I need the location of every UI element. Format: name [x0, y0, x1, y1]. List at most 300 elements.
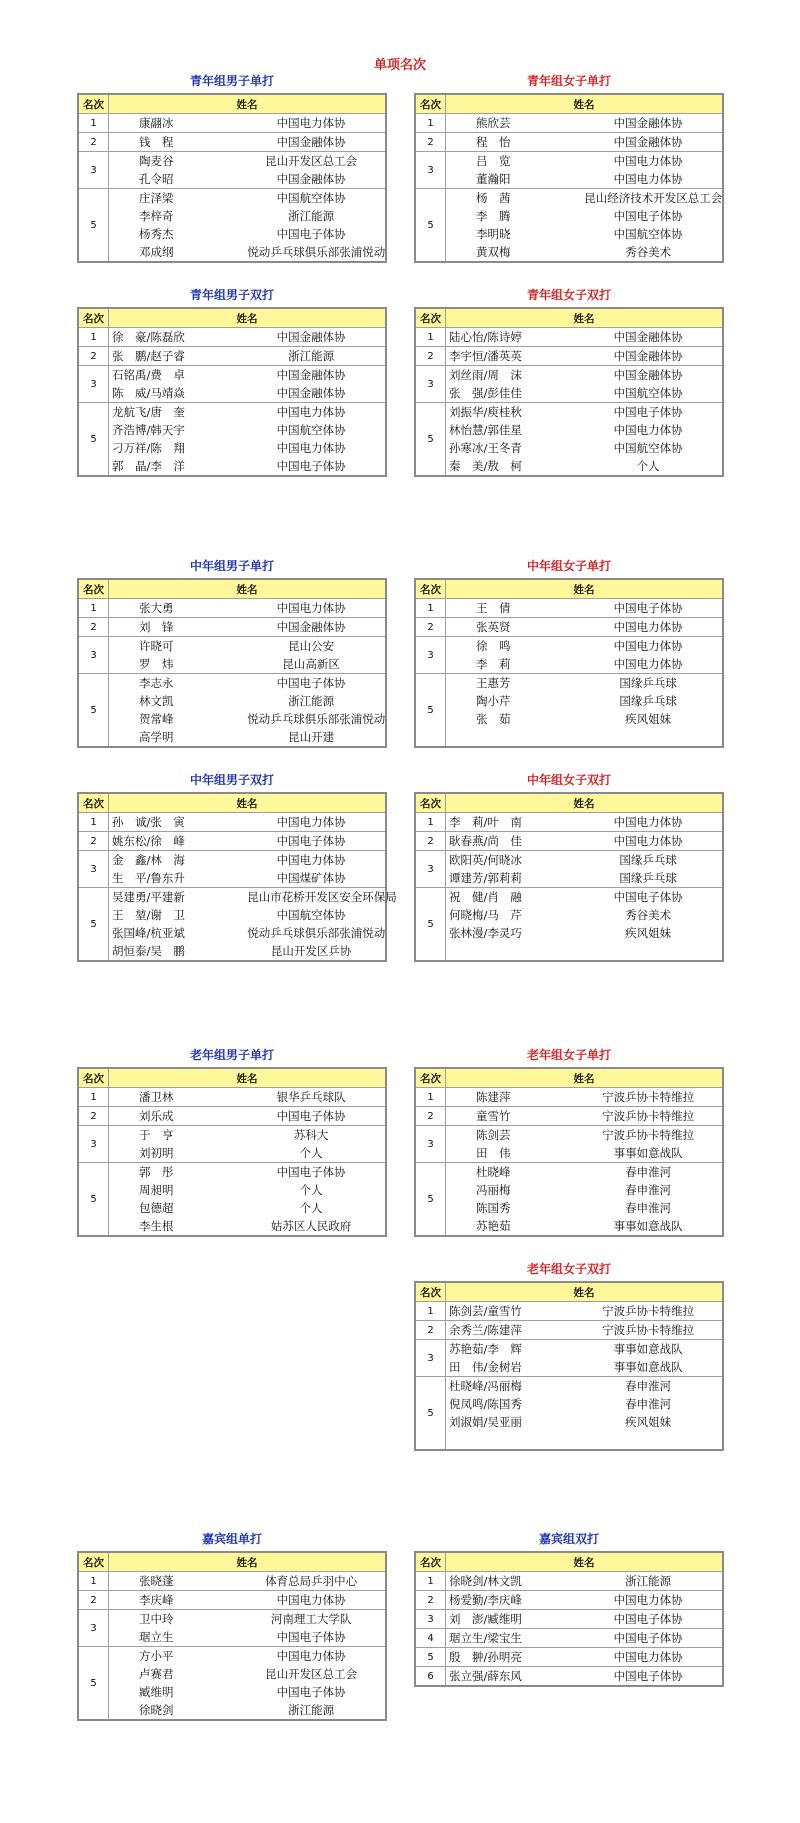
section-title: 中年组男子单打	[189, 559, 274, 573]
player-name	[446, 728, 584, 746]
team-name: 宁波乒协卡特维拉	[602, 1090, 695, 1104]
name-header: 姓名	[446, 1282, 724, 1302]
team-cell	[247, 813, 386, 832]
rank-cell: 5	[78, 189, 109, 263]
team-name: 河南理工大学队	[270, 1612, 352, 1626]
team-cell	[247, 133, 386, 152]
player-name: 刁万祥/陈 翔	[112, 441, 185, 455]
player-name: 林怡慧/郭佳星	[449, 423, 522, 437]
player-name: 贺常峰	[139, 712, 174, 726]
rank-cell: 2	[78, 1591, 109, 1610]
player-names-cell	[109, 114, 248, 133]
player-names-cell	[446, 114, 585, 133]
player-name: 熊欣芸	[476, 116, 511, 130]
table-row	[415, 1321, 723, 1340]
team-name: 事事如意战队	[613, 1360, 683, 1374]
team-name: 事事如意战队	[613, 1219, 683, 1233]
player-name: 周昶明	[139, 1183, 174, 1197]
team-name: 中国电力体协	[276, 1593, 346, 1607]
rank-header: 名次	[415, 1068, 446, 1088]
team-name: 中国金融体协	[276, 368, 346, 382]
player-names-cell	[446, 832, 585, 851]
team-name: 中国金融体协	[276, 135, 346, 149]
player-names-cell	[446, 152, 585, 189]
table-row	[78, 403, 386, 477]
player-name: 陶小芹	[476, 694, 511, 708]
player-name: 田 伟/金树岩	[449, 1360, 522, 1374]
team-name: 个人	[299, 1201, 323, 1215]
rank-cell: 1	[78, 114, 109, 133]
team-name: 国缘乒乓球	[619, 676, 677, 690]
player-name: 于 亨	[139, 1128, 174, 1142]
table-row	[415, 599, 723, 618]
team-cell	[584, 637, 723, 674]
player-names-cell	[109, 888, 248, 962]
table-row	[415, 851, 723, 888]
player-names-cell	[446, 1591, 585, 1610]
team-name: 中国电子体协	[613, 601, 683, 615]
team-name: 宁波乒协卡特维拉	[602, 1128, 695, 1142]
table-row	[415, 1340, 723, 1377]
player-name: 龙航飞/唐 奎	[112, 405, 185, 419]
table-row	[415, 403, 723, 477]
rank-header: 名次	[78, 94, 109, 114]
table-row	[78, 328, 386, 347]
rank-cell: 3	[415, 152, 446, 189]
rank-cell: 3	[415, 366, 446, 403]
player-name: 方小平	[139, 1649, 174, 1663]
team-cell	[584, 851, 723, 888]
team-name: 疾风姐妹	[625, 1415, 672, 1429]
rank-cell: 5	[415, 403, 446, 477]
player-names-cell	[446, 1377, 585, 1451]
team-cell	[247, 1647, 386, 1721]
table-row	[78, 851, 386, 888]
player-names-cell	[109, 832, 248, 851]
table-row	[415, 1610, 723, 1629]
rank-cell: 3	[78, 851, 109, 888]
section-title: 中年组男子双打	[189, 773, 274, 787]
player-name: 张国峰/杭亚斌	[112, 926, 185, 940]
result-table	[77, 792, 397, 962]
player-name: 郭 彤	[139, 1165, 174, 1179]
team-name: 中国金融体协	[613, 330, 683, 344]
team-name: 昆山高新区	[282, 657, 340, 671]
team-name: 春申淮河	[625, 1397, 672, 1411]
result-table-block	[77, 1046, 387, 1237]
team-cell	[584, 618, 723, 637]
team-name: 悦动乒乓球俱乐部张浦悦动	[247, 245, 386, 259]
team-cell	[584, 189, 723, 263]
player-names-cell	[109, 1572, 248, 1591]
player-name: 杜晓峰/冯丽梅	[449, 1379, 522, 1393]
team-cell	[584, 1126, 723, 1163]
team-name: 中国金融体协	[276, 386, 346, 400]
team-cell	[247, 114, 386, 133]
table-row	[78, 1107, 386, 1126]
player-name: 李 腾	[476, 209, 511, 223]
table-row	[78, 133, 386, 152]
player-names-cell	[446, 403, 585, 477]
name-header: 姓名	[446, 1068, 724, 1088]
rank-cell: 2	[415, 1321, 446, 1340]
player-name: 李 莉	[476, 657, 511, 671]
table-row	[78, 347, 386, 366]
player-names-cell	[446, 1340, 585, 1377]
team-name: 中国航空体协	[276, 908, 346, 922]
player-name: 李志永	[139, 676, 174, 690]
rank-cell: 1	[78, 813, 109, 832]
player-name: 潘卫林	[139, 1090, 174, 1104]
name-header: 姓名	[109, 308, 387, 328]
player-name: 臧维明	[139, 1685, 174, 1699]
team-name: 中国电力体协	[276, 853, 346, 867]
rank-cell: 5	[415, 189, 446, 263]
team-name: 中国金融体协	[613, 368, 683, 382]
player-name: 何晓梅/马 芹	[449, 908, 522, 922]
table-row	[415, 1648, 723, 1667]
table-row	[78, 813, 386, 832]
player-name: 张 鹏/赵子睿	[112, 349, 185, 363]
table-row	[415, 1302, 723, 1321]
team-name: 春申淮河	[625, 1379, 672, 1393]
name-header: 姓名	[446, 94, 724, 114]
table-row	[415, 1163, 723, 1237]
table-row	[78, 1572, 386, 1591]
name-header: 姓名	[109, 579, 387, 599]
player-name: 王 堃/谢 卫	[112, 908, 185, 922]
name-header: 姓名	[446, 793, 724, 813]
player-name	[446, 1431, 584, 1449]
team-name	[584, 728, 722, 746]
rank-cell: 3	[415, 1610, 446, 1629]
rank-cell: 1	[415, 813, 446, 832]
team-name: 中国电力体协	[613, 834, 683, 848]
player-names-cell	[109, 328, 248, 347]
result-table-block	[77, 286, 387, 477]
result-table	[414, 93, 724, 263]
player-name: 苏艳茹/李 辉	[449, 1342, 522, 1356]
team-name: 中国电力体协	[613, 639, 683, 653]
table-row	[78, 1591, 386, 1610]
rank-cell: 5	[415, 1163, 446, 1237]
rank-cell: 2	[78, 832, 109, 851]
player-name: 庄泽梁	[139, 191, 174, 205]
player-name: 金 鑫/林 海	[112, 853, 185, 867]
rank-cell: 1	[78, 328, 109, 347]
rank-cell: 3	[78, 366, 109, 403]
rank-cell: 4	[415, 1629, 446, 1648]
team-name: 中国金融体协	[613, 135, 683, 149]
player-names-cell	[446, 1107, 585, 1126]
table-row	[415, 1088, 723, 1107]
team-name: 宁波乒协卡特维拉	[602, 1323, 695, 1337]
player-names-cell	[446, 1302, 585, 1321]
team-name: 中国电力体协	[613, 154, 683, 168]
team-name: 国缘乒乓球	[619, 694, 677, 708]
table-row	[415, 152, 723, 189]
team-name: 苏科大	[293, 1128, 329, 1142]
rank-cell: 1	[415, 1572, 446, 1591]
rank-cell: 3	[415, 851, 446, 888]
rank-cell: 1	[78, 1572, 109, 1591]
rank-cell: 5	[415, 674, 446, 748]
team-cell	[584, 1088, 723, 1107]
team-name: 中国电力体协	[613, 172, 683, 186]
team-cell	[584, 1377, 723, 1451]
table-row	[415, 674, 723, 748]
team-name: 中国电子体协	[276, 1685, 346, 1699]
rank-cell: 2	[415, 832, 446, 851]
name-header: 姓名	[109, 1068, 387, 1088]
player-names-cell	[446, 813, 585, 832]
rank-cell: 6	[415, 1667, 446, 1687]
team-name: 秀谷美术	[625, 245, 672, 259]
team-name: 中国电子体协	[276, 459, 346, 473]
team-name: 昆山市花桥开发区安全环保局	[247, 890, 397, 904]
result-table-block	[414, 1046, 724, 1237]
team-cell	[584, 832, 723, 851]
player-name	[446, 942, 584, 960]
team-cell	[584, 1321, 723, 1340]
result-table	[77, 307, 387, 477]
rank-header: 名次	[78, 1552, 109, 1572]
team-name: 中国电子体协	[613, 1612, 683, 1626]
player-name: 许晓可	[139, 639, 174, 653]
player-name: 张英贤	[476, 620, 511, 634]
table-row	[415, 1667, 723, 1687]
section-title: 中年组女子双打	[526, 773, 611, 787]
team-cell	[247, 347, 386, 366]
player-name: 琚立生/梁宝生	[449, 1631, 522, 1645]
player-name: 田 伟	[476, 1146, 511, 1160]
player-names-cell	[446, 618, 585, 637]
player-name: 孙 诚/张 寅	[112, 815, 185, 829]
rank-header: 名次	[78, 793, 109, 813]
team-name: 中国金融体协	[276, 172, 346, 186]
team-name: 姑苏区人民政府	[270, 1219, 352, 1233]
team-name: 中国电力体协	[276, 116, 346, 130]
player-names-cell	[109, 599, 248, 618]
rank-cell: 1	[415, 599, 446, 618]
team-name: 中国电子体协	[276, 227, 346, 241]
team-cell	[584, 1591, 723, 1610]
player-name: 童雪竹	[476, 1109, 511, 1123]
team-name: 事事如意战队	[613, 1146, 683, 1160]
player-name: 谭建芳/郭莉莉	[449, 871, 522, 885]
table-row	[415, 366, 723, 403]
team-cell	[247, 1107, 386, 1126]
player-names-cell	[446, 674, 585, 748]
player-names-cell	[109, 1610, 248, 1647]
player-name: 陈 威/马靖焱	[112, 386, 185, 400]
team-name: 中国航空体协	[613, 441, 683, 455]
team-cell	[247, 403, 386, 477]
rank-cell: 1	[78, 1088, 109, 1107]
table-row	[415, 813, 723, 832]
team-name: 中国金融体协	[613, 116, 683, 130]
rank-header: 名次	[78, 579, 109, 599]
team-name: 春申淮河	[625, 1165, 672, 1179]
table-row	[415, 189, 723, 263]
team-name: 中国电力体协	[276, 405, 346, 419]
section-title: 老年组女子单打	[526, 1048, 611, 1062]
team-cell	[247, 1572, 386, 1591]
player-name: 陶麦谷	[139, 154, 174, 168]
team-name: 中国电子体协	[613, 209, 683, 223]
team-name: 中国电力体协	[276, 441, 346, 455]
team-name: 昆山开建	[288, 730, 335, 744]
player-names-cell	[109, 1107, 248, 1126]
player-name: 冯丽梅	[476, 1183, 511, 1197]
team-name: 个人	[299, 1146, 323, 1160]
section-title: 老年组女子双打	[526, 1262, 611, 1276]
rank-cell: 2	[78, 347, 109, 366]
team-cell	[584, 1667, 723, 1687]
rank-cell: 5	[78, 403, 109, 477]
table-row	[415, 637, 723, 674]
player-name: 郭 晶/李 洋	[112, 459, 185, 473]
team-cell	[584, 133, 723, 152]
rank-cell: 2	[415, 133, 446, 152]
name-header: 姓名	[109, 94, 387, 114]
table-row	[415, 114, 723, 133]
team-name: 疾风姐妹	[625, 926, 672, 940]
team-cell	[247, 152, 386, 189]
rank-cell: 1	[415, 114, 446, 133]
section-title: 青年组男子单打	[189, 74, 274, 88]
player-name: 孙寒冰/王冬青	[449, 441, 522, 455]
rank-cell: 2	[415, 1591, 446, 1610]
rank-cell: 3	[415, 1126, 446, 1163]
team-cell	[584, 1648, 723, 1667]
player-name: 胡恒泰/吴 鹏	[112, 944, 185, 958]
player-name: 王 倩	[476, 601, 511, 615]
player-name: 殷 翀/孙明亮	[449, 1650, 522, 1664]
table-row	[415, 888, 723, 962]
team-cell	[247, 618, 386, 637]
team-cell	[584, 1340, 723, 1377]
player-name: 张林漫/李灵巧	[449, 926, 522, 940]
team-name: 中国电子体协	[276, 1109, 346, 1123]
table-row	[415, 347, 723, 366]
player-names-cell	[109, 674, 248, 748]
player-name: 陈剑芸	[476, 1128, 511, 1142]
team-cell	[584, 347, 723, 366]
player-names-cell	[109, 403, 248, 477]
rank-header: 名次	[415, 793, 446, 813]
team-cell	[584, 366, 723, 403]
table-row	[415, 133, 723, 152]
team-name	[584, 1431, 722, 1449]
player-name: 齐浩博/韩天宇	[112, 423, 185, 437]
player-name: 琚立生	[139, 1630, 174, 1644]
player-name: 李庆峰	[139, 1593, 174, 1607]
player-name: 陈剑芸/童雪竹	[449, 1304, 522, 1318]
player-name: 徐晓剑/林文凯	[449, 1574, 522, 1588]
result-table	[77, 578, 387, 748]
player-name: 李生根	[139, 1219, 174, 1233]
table-row	[78, 366, 386, 403]
rank-cell: 3	[415, 637, 446, 674]
player-name: 李宇恒/潘英英	[449, 349, 522, 363]
rank-header: 名次	[415, 94, 446, 114]
player-name: 罗 炜	[139, 657, 174, 671]
team-cell	[584, 1163, 723, 1237]
section-title: 青年组女子单打	[526, 74, 611, 88]
team-name: 中国电力体协	[613, 620, 683, 634]
table-row	[415, 618, 723, 637]
result-table	[414, 792, 724, 962]
table-row	[78, 674, 386, 748]
player-name: 徐 鸣	[476, 639, 511, 653]
player-names-cell	[109, 637, 248, 674]
player-names-cell	[446, 1648, 585, 1667]
team-name: 银华乒乓球队	[276, 1090, 346, 1104]
player-names-cell	[446, 133, 585, 152]
player-name: 倪凤鸣/陈国秀	[449, 1397, 522, 1411]
player-name: 刘淑娟/吴亚丽	[449, 1415, 522, 1429]
player-names-cell	[109, 618, 248, 637]
team-name: 中国电子体协	[276, 834, 346, 848]
player-name: 张 茹	[476, 712, 511, 726]
player-name: 姚东松/徐 峰	[112, 834, 185, 848]
player-names-cell	[446, 851, 585, 888]
team-cell	[584, 888, 723, 962]
team-name: 昆山开发区乒协	[270, 944, 352, 958]
team-cell	[247, 1163, 386, 1237]
team-cell	[584, 1572, 723, 1591]
team-name: 中国电力体协	[276, 601, 346, 615]
player-name: 高学明	[139, 730, 174, 744]
team-name: 浙江能源	[288, 349, 335, 363]
team-name: 体育总局乒羽中心	[265, 1574, 358, 1588]
player-names-cell	[109, 133, 248, 152]
player-names-cell	[109, 851, 248, 888]
rank-header: 名次	[415, 1552, 446, 1572]
table-row	[415, 1126, 723, 1163]
page-title: 单项名次	[373, 58, 426, 73]
player-names-cell	[109, 152, 248, 189]
team-name: 国缘乒乓球	[619, 853, 677, 867]
team-name: 中国电子体协	[276, 676, 346, 690]
rank-cell: 5	[415, 888, 446, 962]
player-names-cell	[446, 328, 585, 347]
result-table	[77, 1551, 387, 1721]
team-name: 浙江能源	[625, 1574, 672, 1588]
player-name: 李 莉/叶 南	[449, 815, 522, 829]
player-names-cell	[446, 1667, 585, 1687]
team-name: 昆山公安	[288, 639, 335, 653]
player-name: 刘初明	[139, 1146, 174, 1160]
player-name: 刘乐成	[139, 1109, 174, 1123]
team-cell	[247, 328, 386, 347]
player-names-cell	[109, 1126, 248, 1163]
team-name: 疾风姐妹	[625, 712, 672, 726]
result-table-block	[77, 1530, 387, 1721]
table-row	[415, 1591, 723, 1610]
team-name: 昆山开发区总工会	[265, 154, 358, 168]
player-names-cell	[446, 1629, 585, 1648]
player-names-cell	[446, 599, 585, 618]
table-row	[78, 1088, 386, 1107]
rank-cell: 5	[78, 888, 109, 962]
player-names-cell	[446, 366, 585, 403]
player-name: 吕 览	[476, 154, 511, 168]
player-name: 陆心怡/陈诗婷	[449, 330, 522, 344]
section-title: 青年组男子双打	[189, 288, 274, 302]
result-table-block	[414, 72, 724, 263]
